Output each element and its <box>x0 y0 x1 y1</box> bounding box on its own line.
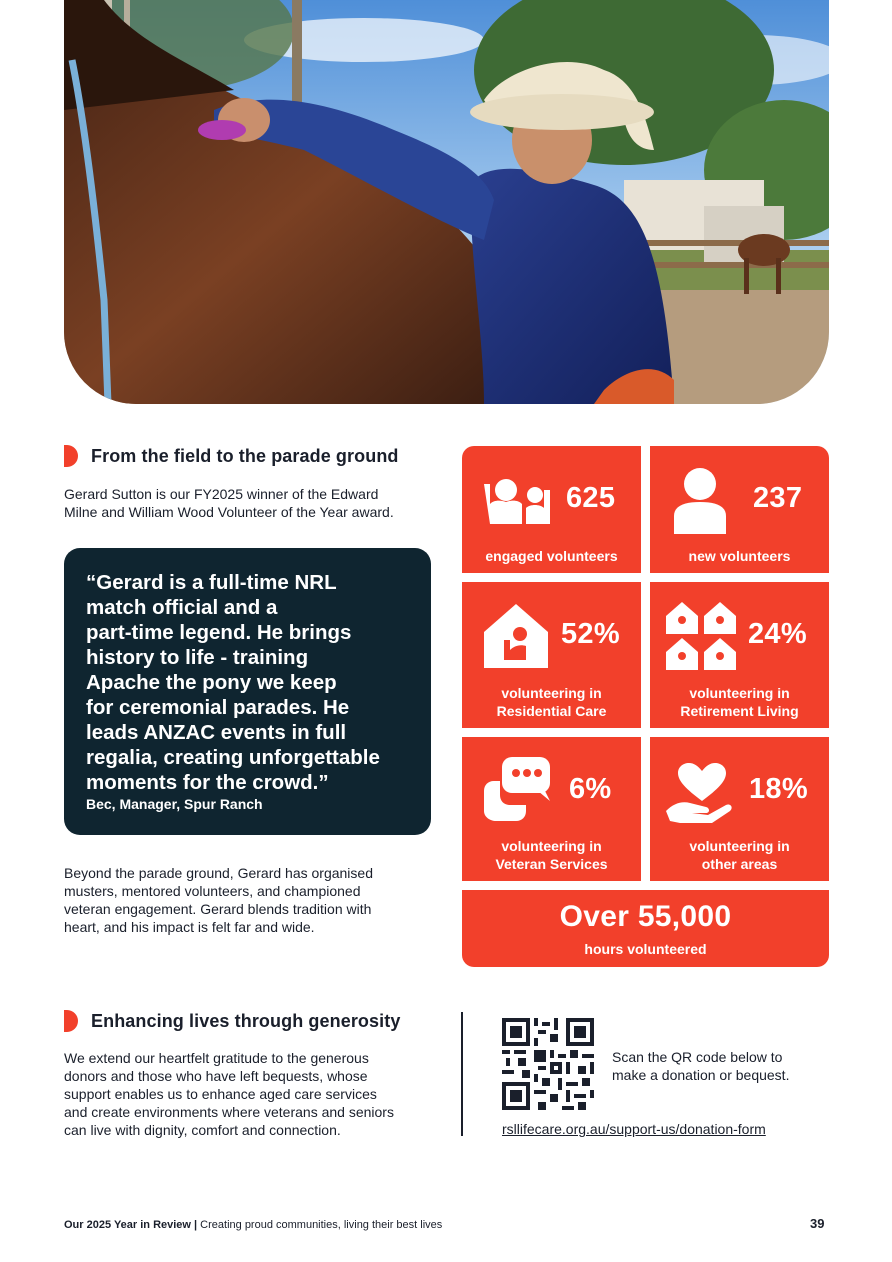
page-number: 39 <box>810 1216 825 1231</box>
quote-attribution: Bec, Manager, Spur Ranch <box>86 796 263 812</box>
stat-tile <box>650 737 829 881</box>
qr-caption: Scan the QR code below to make a donation or bequest. <box>612 1049 790 1083</box>
intro-text: Gerard Sutton is our FY2025 winner of the Edward Milne and William Wood Volunteer of the Year award. <box>64 486 394 520</box>
divider <box>461 1012 463 1136</box>
total-hours-tile <box>462 890 829 967</box>
stat-value: 52% <box>561 618 620 650</box>
footer-tagline: Creating proud communities, living their best lives <box>197 1219 443 1231</box>
section-marker <box>64 445 78 467</box>
quote-text: “Gerard is a full-time NRL match official and a part-time legend. He brings history to life - training Apache the pony we keep for ceremonial parades. He leads ANZAC events in full regalia, creating unforgettable moments for the crowd.” <box>86 571 380 794</box>
chat-icon <box>482 755 552 825</box>
qr-code[interactable] <box>502 1018 594 1110</box>
village-icon <box>666 602 736 670</box>
footer-title: Our 2025 Year in Review | <box>64 1219 198 1231</box>
heart-hand-icon <box>666 761 736 825</box>
stat-label: volunteering in Veteran Services <box>495 838 608 872</box>
stat-tile <box>462 446 641 573</box>
person-icon <box>672 466 728 534</box>
stat-tile <box>650 582 829 728</box>
section-title: Enhancing lives through generosity <box>91 1011 401 1031</box>
stat-tile <box>462 737 641 881</box>
generosity-text: We extend our heartfelt gratitude to the generous donors and those who have left bequests, whose support enables us to enhance aged care services and create environments where veterans and seniors can live with dignity, comfort and connection. <box>64 1050 394 1138</box>
section-title: From the field to the parade ground <box>91 446 399 466</box>
stat-label: volunteering in other areas <box>689 838 790 872</box>
house-icon <box>482 602 550 670</box>
stat-label: volunteering in Retirement Living <box>680 685 799 719</box>
quote-box <box>64 548 431 835</box>
stat-value: 625 <box>566 482 616 514</box>
stat-tile <box>462 582 641 728</box>
stat-tile <box>650 446 829 573</box>
stats-grid <box>462 446 829 967</box>
stat-label: volunteering in Residential Care <box>496 685 607 719</box>
stat-label: engaged volunteers <box>485 548 618 564</box>
stat-value: 18% <box>749 773 808 805</box>
hero-photo <box>64 0 829 404</box>
group-icon <box>482 476 552 526</box>
donation-link[interactable]: rsllifecare.org.au/support-us/donation-form <box>502 1121 766 1137</box>
section-marker <box>64 1010 78 1032</box>
stat-value: 237 <box>753 482 803 514</box>
total-label: hours volunteered <box>584 941 707 957</box>
outro-text: Beyond the parade ground, Gerard has organised musters, mentored volunteers, and championed veteran engagement. Gerard blends tradition with heart, and his impact is felt far and wide. <box>64 865 373 935</box>
stat-label: new volunteers <box>688 548 791 564</box>
stat-value: 24% <box>748 618 807 650</box>
stat-value: 6% <box>569 773 612 805</box>
total-value: Over 55,000 <box>559 900 732 933</box>
footer <box>64 1219 442 1231</box>
